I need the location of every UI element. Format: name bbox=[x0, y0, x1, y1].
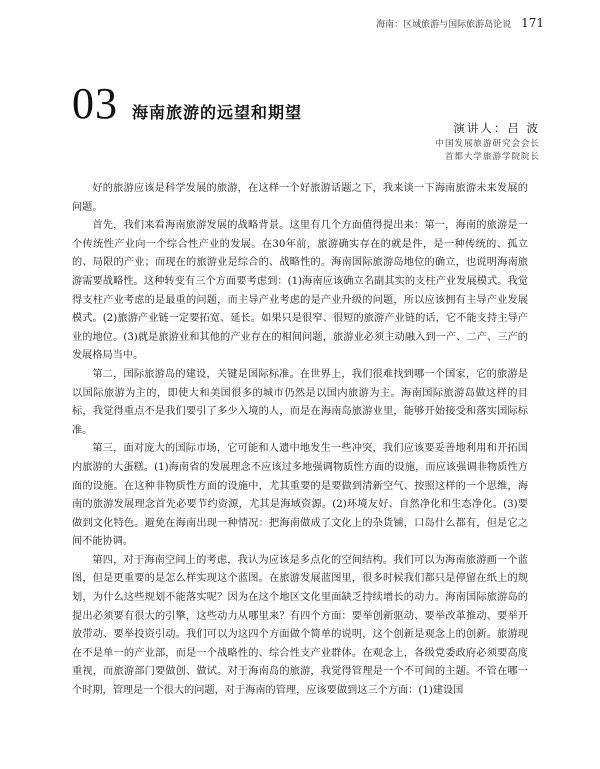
paragraph: 首先，我们来看海南旅游发展的战略背景。这里有几个方面值得提出来：第一，海南的旅游是一个传统性产业向一个综合性产业的发展。在30年前，旅游确实存在的就是件，是一种传统的、孤立的、局限的产业；而现在的旅游业是综合的、战略性的。海南国际旅游岛地位的确立，也说明海南旅游需要战略性。这种转变有三个方面要考虑到：(1)海南应该确立名副其实的支柱产业发展模式。我觉得支柱产业考虑的是最重的问题，而主导产业考虑的是产业升级的问题，所以应该拥有主导产业发展模式。(2)旅游产业链一定要拓宽、延长。如果只是很窄、很短的旅游产业链的话，它不能支持主导产业的地位。(3)就是旅游业和其他的产业存在的相间问题，旅游业必须主动融入到一产、二产、三产的发展格局当中。 bbox=[72, 220, 528, 362]
running-title: 海南：区域旅游与国际旅游岛论说 bbox=[376, 20, 512, 30]
paragraph: 第二，国际旅游岛的建设，关键是国际标准。在世界上，我们很难找到哪一个国家，它的旅游是以国际旅游为主的，即使大和美国很多的城市仍然是以国内旅游为主。海南国际旅游岛做这样的目标，我觉得重点不是我们要引了多少入境的人，而是在海南岛旅游业里，能够开始接受和落实国际标准。 bbox=[72, 368, 528, 436]
paragraph: 第三，面对庞大的国际市场，它可能和人遗中地发生一些冲突，我们应该要妥善地利用和开拓国内旅游的大蛋糕。(1)海南省的发展理念不应该过多地强调物质性方面的设施，而应该强调非物质性方面的设施。在这种非物质性方面的设施中，尤其重要的是要做到清新空气、按照这样的一个思维，海南的旅游发展理念首先必要节约资源，尤其是海域资源。(2)环境友好、自然净化和生态净化。(3)要做到文化特色。避免在海南出现一种情况：把海南做成了文化上的杂货铺，口岛什么都有，但是它之间不能协调。 bbox=[72, 443, 528, 548]
chapter-number: 03 bbox=[72, 79, 118, 128]
speaker-block bbox=[435, 120, 540, 164]
speaker-affiliation: 中国发展旅游研究会会长 bbox=[435, 138, 540, 149]
running-header bbox=[376, 16, 544, 30]
speaker-name: 演讲人：吕 波 bbox=[453, 121, 540, 135]
chapter-title: 海南旅游的远望和期望 bbox=[132, 103, 303, 122]
article-body bbox=[72, 180, 528, 701]
speaker-affiliation: 首都大学旅游学院院长 bbox=[444, 151, 540, 162]
chapter-heading bbox=[72, 78, 302, 129]
paragraph: 第四，对于海南空间上的考虑，我认为应该是多点化的空间结构。我们可以为海南旅游画一个蓝图，但是更重要的是怎么样实现这个蓝图。在旅游发展蓝图里，很多时候我们都只是停留在纸上的规划，为什么这些规划不能落实呢？因为在这个地区文化里面缺乏持续增长的动力。海南国际旅游岛的提出必须要有很大的引擎，这些动力从哪里来？有四个方面：要举创新驱动、要举改革推动、要举开放带动、要举投资引动。我们可以为这四个方面做个简单的说明，这个创新是观念上的创新。旅游现在不是单一的产业部，而是一个战略性的、综合性支产业群体。在观念上，各级党委政府必须要高度重视，而旅游部门要做创、做试。对于海南岛的旅游，我觉得管理是一个不可间的主题。不管在哪一个时期，管理是一个很大的问题，对于海南的管理，应该要做到这三个方面：(1)建设国 bbox=[72, 554, 528, 697]
page-number: 171 bbox=[521, 16, 544, 30]
paragraph: 好的旅游应该是科学发展的旅游，在这样一个好旅游话题之下，我来谈一下海南旅游未来发展的问题。 bbox=[72, 183, 528, 213]
